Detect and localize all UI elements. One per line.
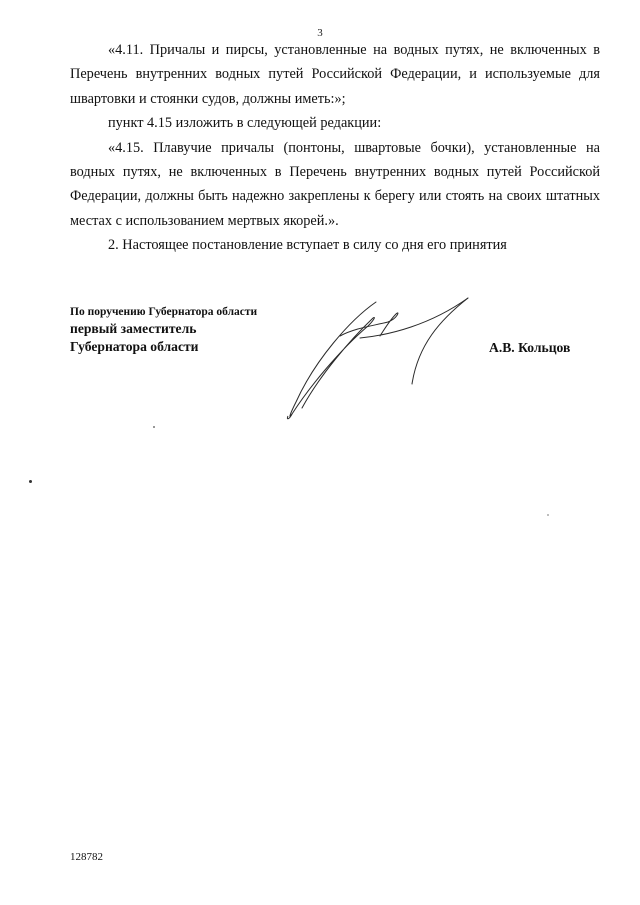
paragraph-4-11: «4.11. Причалы и пирсы, установленные на водных путях, не включенных в Перечень внутренних водных путей Российской Федерации, и используемые для швартовки и стоянки судов, должны иметь:»; xyxy=(70,42,600,107)
paragraph-item-4-15-intro: пункт 4.15 изложить в следующей редакции: xyxy=(108,115,382,132)
paragraph-4-15: «4.15. Плавучие причалы (понтоны, швартовые бочки), установленные на водных путях, не включенных в Перечень внутренних водных путей Российской Федерации, должны быть надежно закреплены к берегу или стоять на своих штатных местах с использованием мертвых якорей.». xyxy=(70,139,600,229)
paragraph-effective-date: 2. Настоящее постановление вступает в силу со дня его принятия xyxy=(108,237,507,254)
scan-speck xyxy=(153,426,155,428)
page-number: 3 xyxy=(317,27,323,39)
signatory-position-line1: первый заместитель xyxy=(70,321,197,336)
document-body xyxy=(70,38,600,258)
signatory-name: А.В. Кольцов xyxy=(489,340,571,355)
scan-speck xyxy=(29,480,32,483)
signatory-position-line2: Губернатора области xyxy=(70,339,199,354)
document-code: 128782 xyxy=(70,851,103,863)
handwritten-signature xyxy=(280,290,480,425)
scan-speck xyxy=(547,514,549,516)
signatory-on-behalf: По поручению Губернатора области xyxy=(70,306,258,318)
signatory-block xyxy=(70,304,257,356)
